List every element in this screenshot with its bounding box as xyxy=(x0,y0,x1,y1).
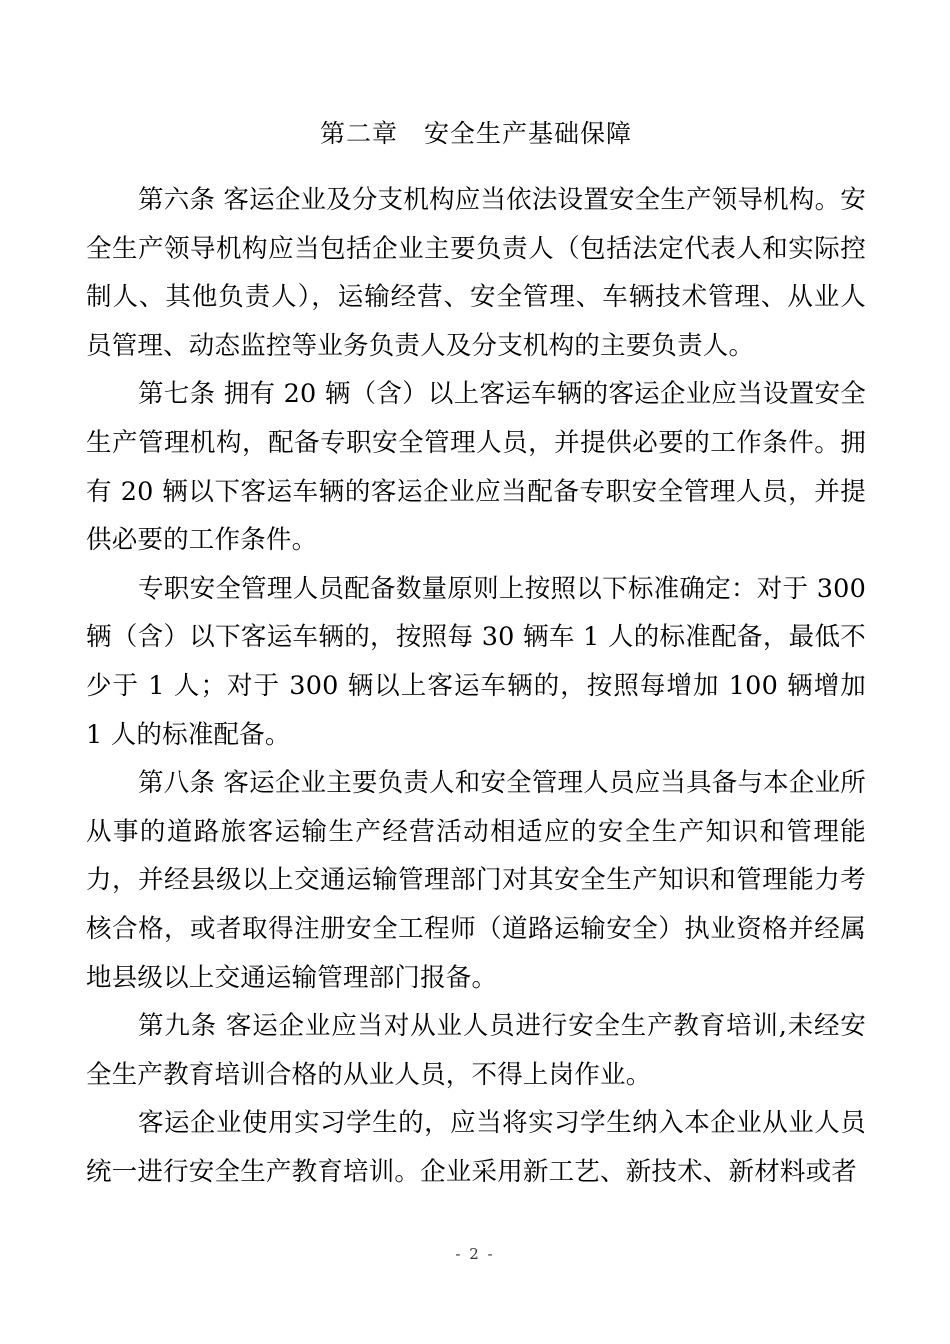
document-page xyxy=(86,0,866,1344)
staffing-standard-paragraph: 专职安全管理人员配备数量原则上按照以下标准确定：对于 300 辆（含）以下客运车辆的，按照每 30 辆车 1 人的标准配备，最低不少于 1 人；对于 300 辆以上客运车辆的，按照每增加 100 辆增加 1 人的标准配备。 xyxy=(86,573,866,750)
article-8-paragraph: 第八条 客运企业主要负责人和安全管理人员应当具备与本企业所从事的道路旅客运输生产经营活动相适应的安全生产知识和管理能力，并经县级以上交通运输管理部门对其安全生产知识和管理能力考核合格，或者取得注册安全工程师（道路运输安全）执业资格并经属地县级以上交通运输管理部门报备。 xyxy=(86,768,866,993)
article-9-paragraph: 第九条 客运企业应当对从业人员进行安全生产教育培训,未经安全生产教育培训合格的从业人员，不得上岗作业。 xyxy=(86,1011,866,1090)
document-body xyxy=(86,176,866,1196)
intern-training-paragraph: 客运企业使用实习学生的，应当将实习学生纳入本企业从业人员统一进行安全生产教育培训。企业采用新工艺、新技术、新材料或者 xyxy=(86,1108,866,1187)
chapter-title: 第二章 安全生产基础保障 xyxy=(319,119,632,148)
article-7-paragraph: 第七条 拥有 20 辆（含）以上客运车辆的客运企业应当设置安全生产管理机构，配备专职安全管理人员，并提供必要的工作条件。拥有 20 辆以下客运车辆的客运企业应当配备专职安全管理人员，并提供必要的工作条件。 xyxy=(86,379,866,556)
article-6-paragraph: 第六条 客运企业及分支机构应当依法设置安全生产领导机构。安全生产领导机构应当包括企业主要负责人（包括法定代表人和实际控制人、其他负责人），运输经营、安全管理、车辆技术管理、从业人员管理、动态监控等业务负责人及分支机构的主要负责人。 xyxy=(86,185,866,361)
page-number: - 2 - xyxy=(455,1245,495,1263)
